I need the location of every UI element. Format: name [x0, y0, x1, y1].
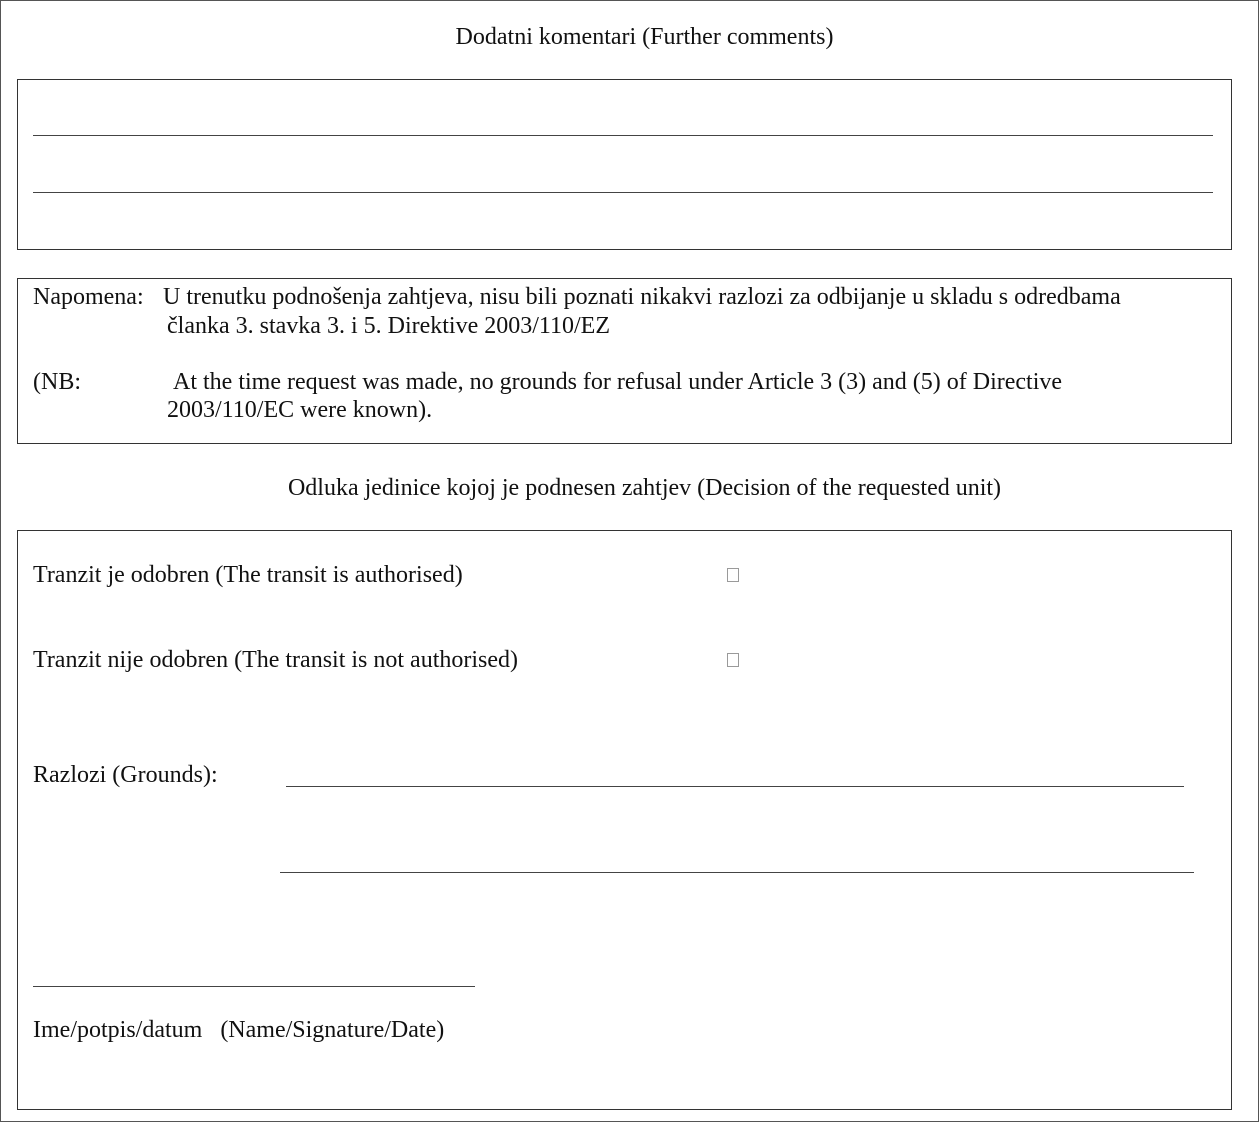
authorised-checkbox[interactable] [727, 568, 739, 582]
not-authorised-label: Tranzit nije odobren (The transit is not authorised) [33, 647, 519, 673]
not-authorised-checkbox[interactable] [727, 653, 739, 667]
comment-line-1[interactable] [33, 135, 1213, 136]
further-comments-box [17, 79, 1232, 250]
further-comments-heading: Dodatni komentari (Further comments) [455, 24, 834, 50]
grounds-label: Razlozi (Grounds): [33, 762, 218, 788]
signature-label: Ime/potpis/datum (Name/Signature/Date) [33, 1017, 445, 1043]
grounds-line-1[interactable] [286, 786, 1184, 787]
note-text-en-line2: 2003/110/EC were known). [167, 397, 433, 423]
grounds-line-2[interactable] [280, 872, 1194, 873]
decision-heading: Odluka jedinice kojoj je podnesen zahtjev (Decision of the requested unit) [287, 475, 1002, 501]
note-label-en: (NB: [33, 369, 81, 395]
note-text-hr-line1: U trenutku podnošenja zahtjeva, nisu bili poznati nikakvi razlozi za odbijanje u skladu s odredbama [163, 284, 1121, 310]
note-text-hr-line2: članka 3. stavka 3. i 5. Direktive 2003/110/EZ [167, 313, 611, 339]
note-label-hr: Napomena: [33, 284, 144, 310]
note-text-en-line1: At the time request was made, no grounds for refusal under Article 3 (3) and (5) of Directive [173, 369, 1063, 395]
signature-line[interactable] [33, 986, 475, 987]
comment-line-2[interactable] [33, 192, 1213, 193]
authorised-label: Tranzit je odobren (The transit is authorised) [33, 562, 463, 588]
